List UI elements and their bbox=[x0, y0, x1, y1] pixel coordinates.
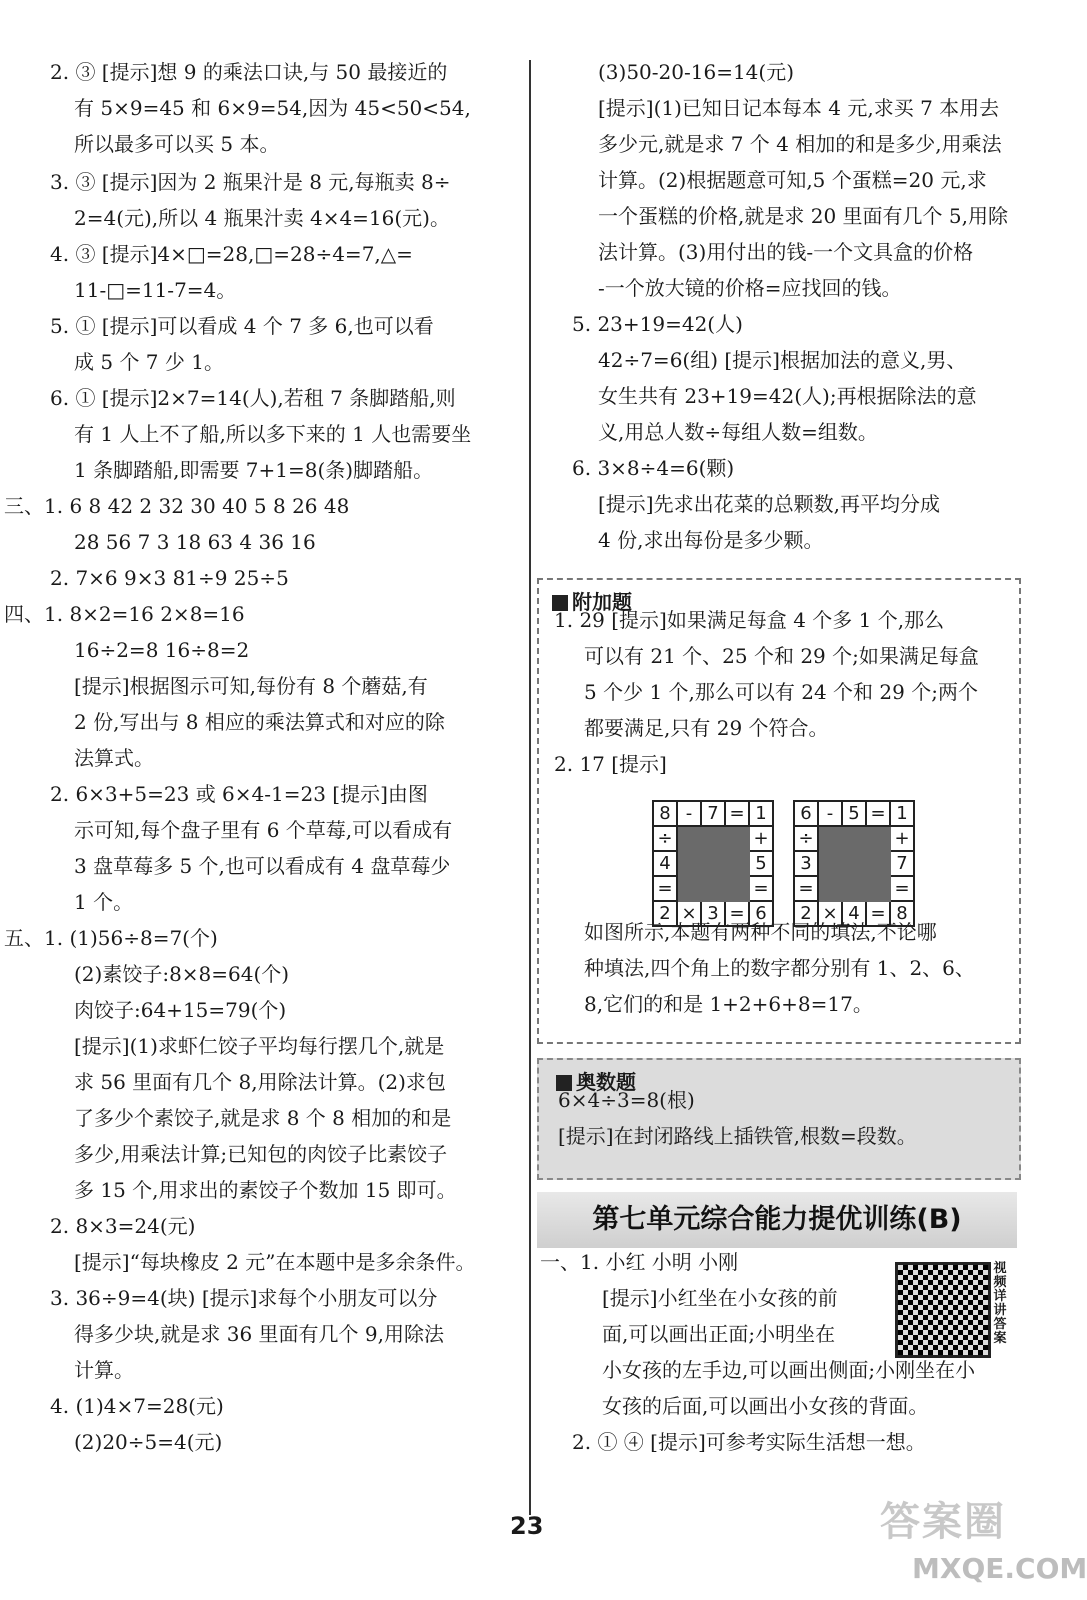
watermark-url: MXQE.COM bbox=[912, 1552, 1087, 1585]
grid-cell: = bbox=[866, 801, 890, 826]
text-line: 多少元,就是求 7 个 4 相加的和是多少,用乘法 bbox=[598, 132, 1002, 156]
text-line: 多少,用乘法计算;已知包的肉饺子比素饺子 bbox=[74, 1142, 448, 1166]
grid-cell: 7 bbox=[701, 801, 725, 826]
extra-problems-title: 附加题 bbox=[552, 584, 632, 620]
text-line: 示可知,每个盘子里有 6 个草莓,可以看成有 bbox=[74, 818, 453, 842]
unit-banner: 第七单元综合能力提优训练(B) bbox=[537, 1192, 1017, 1248]
text-line: (2)20÷5=4(元) bbox=[74, 1430, 223, 1454]
grid-cell bbox=[818, 876, 842, 901]
grid-cell: = bbox=[725, 801, 749, 826]
grid-cell: = bbox=[794, 876, 818, 901]
text-line: 6. 3×8÷4=6(颗) bbox=[572, 456, 735, 480]
text-line: 肉饺子:64+15=79(个) bbox=[74, 998, 287, 1022]
text-line: 11-□=11-7=4。 bbox=[74, 278, 237, 302]
text-line: 面,可以画出正面;小明坐在 bbox=[602, 1322, 836, 1346]
grid-cell bbox=[725, 851, 749, 876]
grid-cell: 6 bbox=[794, 801, 818, 826]
grid-cell: 3 bbox=[794, 851, 818, 876]
text-line: [提示]先求出花菜的总颗数,再平均分成 bbox=[598, 492, 940, 516]
grid-cell: × bbox=[677, 901, 701, 926]
column-divider bbox=[529, 60, 531, 1515]
text-line: 2=4(元),所以 4 瓶果汁卖 4×4=16(元)。 bbox=[74, 206, 450, 230]
text-line: 都要满足,只有 29 个符合。 bbox=[584, 716, 829, 740]
grid-cell: 2 bbox=[653, 901, 677, 926]
grid-cell: 5 bbox=[749, 851, 773, 876]
text-line: [提示](1)已知日记本每本 4 元,求买 7 本用去 bbox=[598, 96, 1000, 120]
grid-cell: + bbox=[890, 826, 914, 851]
text-line: 多 15 个,用求出的素饺子个数加 15 即可。 bbox=[74, 1178, 457, 1202]
text-line: 四、1. 8×2=16 2×8=16 bbox=[4, 602, 245, 626]
text-line: [提示]在封闭路线上插铁管,根数=段数。 bbox=[558, 1124, 917, 1148]
text-line: 计算。(2)根据题意可知,5 个蛋糕=20 元,求 bbox=[598, 168, 987, 192]
grid-cell: 2 bbox=[794, 901, 818, 926]
text-line: 法计算。(3)用付出的钱-一个文具盒的价格 bbox=[598, 240, 974, 264]
grid-cell bbox=[725, 826, 749, 851]
grid-cell bbox=[677, 876, 701, 901]
text-line: [提示]根据图示可知,每份有 8 个蘑菇,有 bbox=[74, 674, 428, 698]
text-line: 16÷2=8 16÷8=2 bbox=[74, 638, 250, 662]
grid-cell: 4 bbox=[842, 901, 866, 926]
text-line: 6. ① [提示]2×7=14(人),若租 7 条脚踏船,则 bbox=[50, 386, 456, 410]
grid-cell: = bbox=[866, 901, 890, 926]
answer-grid-2 bbox=[793, 800, 915, 927]
text-line: 2. 6×3+5=23 或 6×4-1=23 [提示]由图 bbox=[50, 782, 428, 806]
text-line: 8,它们的和是 1+2+6+8=17。 bbox=[584, 992, 873, 1016]
text-line: 1 条脚踏船,即需要 7+1=8(条)脚踏船。 bbox=[74, 458, 434, 482]
text-line: 3. 36÷9=4(块) [提示]求每个小朋友可以分 bbox=[50, 1286, 438, 1310]
grid-cell: 6 bbox=[749, 901, 773, 926]
text-line: [提示]“每块橡皮 2 元”在本题中是多余条件。 bbox=[74, 1250, 476, 1274]
text-line: 2 份,写出与 8 相应的乘法算式和对应的除 bbox=[74, 710, 445, 734]
text-line: (2)素饺子:8×8=64(个) bbox=[74, 962, 290, 986]
text-line: [提示]小红坐在小女孩的前 bbox=[602, 1286, 838, 1310]
grid-cell bbox=[701, 876, 725, 901]
text-line: 所以最多可以买 5 本。 bbox=[74, 132, 280, 156]
grid-cell: = bbox=[890, 876, 914, 901]
text-line: 成 5 个 7 少 1。 bbox=[74, 350, 224, 374]
grid-cell bbox=[701, 826, 725, 851]
grid-cell: - bbox=[818, 801, 842, 826]
grid-cell: × bbox=[818, 901, 842, 926]
answer-grid-1 bbox=[652, 800, 774, 927]
grid-cell: 7 bbox=[890, 851, 914, 876]
text-line: 2. 17 [提示] bbox=[554, 752, 667, 776]
text-line: 有 5×9=45 和 6×9=54,因为 45<50<54, bbox=[74, 96, 471, 120]
text-line: [提示](1)求虾仁饺子平均每行摆几个,就是 bbox=[74, 1034, 445, 1058]
grid-cell: 1 bbox=[890, 801, 914, 826]
text-line: 小女孩的左手边,可以画出侧面;小刚坐在小 bbox=[602, 1358, 976, 1382]
grid-cell bbox=[866, 851, 890, 876]
page-number: 23 bbox=[510, 1512, 544, 1540]
text-line: 有 1 人上不了船,所以多下来的 1 人也需要坐 bbox=[74, 422, 472, 446]
text-line: 4. (1)4×7=28(元) bbox=[50, 1394, 224, 1418]
grid-cell: 3 bbox=[701, 901, 725, 926]
text-line: 6×4÷3=8(根) bbox=[558, 1088, 695, 1112]
grid-cell: = bbox=[653, 876, 677, 901]
text-line: 如图所示,本题有两种不同的填法,不论哪 bbox=[584, 920, 937, 944]
text-line: 求 56 里面有几个 8,用除法计算。(2)求包 bbox=[74, 1070, 446, 1094]
olympiad-title: 奥数题 bbox=[556, 1064, 636, 1100]
grid-cell: 1 bbox=[749, 801, 773, 826]
grid-cell: ÷ bbox=[794, 826, 818, 851]
qr-code-icon[interactable] bbox=[895, 1262, 991, 1358]
grid-cell: = bbox=[725, 901, 749, 926]
text-line: 4. ③ [提示]4×□=28,□=28÷4=7,△= bbox=[50, 242, 413, 266]
grid-cell: 5 bbox=[842, 801, 866, 826]
text-line: 了多少个素饺子,就是求 8 个 8 相加的和是 bbox=[74, 1106, 452, 1130]
text-line: 5. 23+19=42(人) bbox=[572, 312, 743, 336]
text-line: 可以有 21 个、25 个和 29 个;如果满足每盒 bbox=[584, 644, 979, 668]
grid-cell: 8 bbox=[890, 901, 914, 926]
text-line: 2. 7×6 9×3 81÷9 25÷5 bbox=[50, 566, 289, 590]
text-line: 计算。 bbox=[74, 1358, 134, 1382]
text-line: 五、1. (1)56÷8=7(个) bbox=[4, 926, 218, 950]
text-line: 三、1. 6 8 42 2 32 30 40 5 8 26 48 bbox=[4, 494, 350, 518]
grid-cell bbox=[842, 826, 866, 851]
grid-cell bbox=[866, 826, 890, 851]
text-line: 女生共有 23+19=42(人);再根据除法的意 bbox=[598, 384, 977, 408]
text-line: 1 个。 bbox=[74, 890, 134, 914]
text-line: 42÷7=6(组) [提示]根据加法的意义,男、 bbox=[598, 348, 967, 372]
text-line: 5 个少 1 个,那么可以有 24 个和 29 个;两个 bbox=[584, 680, 978, 704]
text-line: 一、1. 小红 小明 小刚 bbox=[540, 1250, 739, 1274]
grid-cell: 8 bbox=[653, 801, 677, 826]
text-line: 3. ③ [提示]因为 2 瓶果汁是 8 元,每瓶卖 8÷ bbox=[50, 170, 451, 194]
text-line: 2. ③ [提示]想 9 的乘法口诀,与 50 最接近的 bbox=[50, 60, 448, 84]
text-line: 4 份,求出每份是多少颗。 bbox=[598, 528, 824, 552]
text-line: 女孩的后面,可以画出小女孩的背面。 bbox=[602, 1394, 929, 1418]
text-line: 种填法,四个角上的数字都分别有 1、2、6、 bbox=[584, 956, 975, 980]
text-line: 法算式。 bbox=[74, 746, 154, 770]
grid-cell bbox=[725, 876, 749, 901]
grid-cell bbox=[818, 826, 842, 851]
text-line: 3 盘草莓多 5 个,也可以看成有 4 盘草莓少 bbox=[74, 854, 451, 878]
text-line: -一个放大镜的价格=应找回的钱。 bbox=[598, 276, 902, 300]
grid-cell: - bbox=[677, 801, 701, 826]
watermark-logo: 答案圈 bbox=[880, 1499, 1006, 1545]
grid-cell: + bbox=[749, 826, 773, 851]
grid-cell bbox=[818, 851, 842, 876]
grid-cell bbox=[677, 851, 701, 876]
text-line: 2. 8×3=24(元) bbox=[50, 1214, 196, 1238]
grid-cell: 4 bbox=[653, 851, 677, 876]
grid-cell bbox=[842, 851, 866, 876]
text-line: 5. ① [提示]可以看成 4 个 7 多 6,也可以看 bbox=[50, 314, 434, 338]
grid-cell bbox=[701, 851, 725, 876]
text-line: (3)50-20-16=14(元) bbox=[598, 60, 795, 84]
qr-label: 视频详讲答案 bbox=[993, 1261, 1007, 1346]
grid-cell: ÷ bbox=[653, 826, 677, 851]
grid-cell: = bbox=[749, 876, 773, 901]
text-line: 28 56 7 3 18 63 4 36 16 bbox=[74, 530, 316, 554]
text-line: 义,用总人数÷每组人数=组数。 bbox=[598, 420, 878, 444]
text-line: 1. 29 [提示]如果满足每盒 4 个多 1 个,那么 bbox=[554, 608, 945, 632]
grid-cell bbox=[866, 876, 890, 901]
grid-cell bbox=[677, 826, 701, 851]
text-line: 得多少块,就是求 36 里面有几个 9,用除法 bbox=[74, 1322, 444, 1346]
text-line: 2. ① ④ [提示]可参考实际生活想一想。 bbox=[572, 1430, 926, 1454]
grid-cell bbox=[842, 876, 866, 901]
text-line: 一个蛋糕的价格,就是求 20 里面有几个 5,用除 bbox=[598, 204, 1008, 228]
